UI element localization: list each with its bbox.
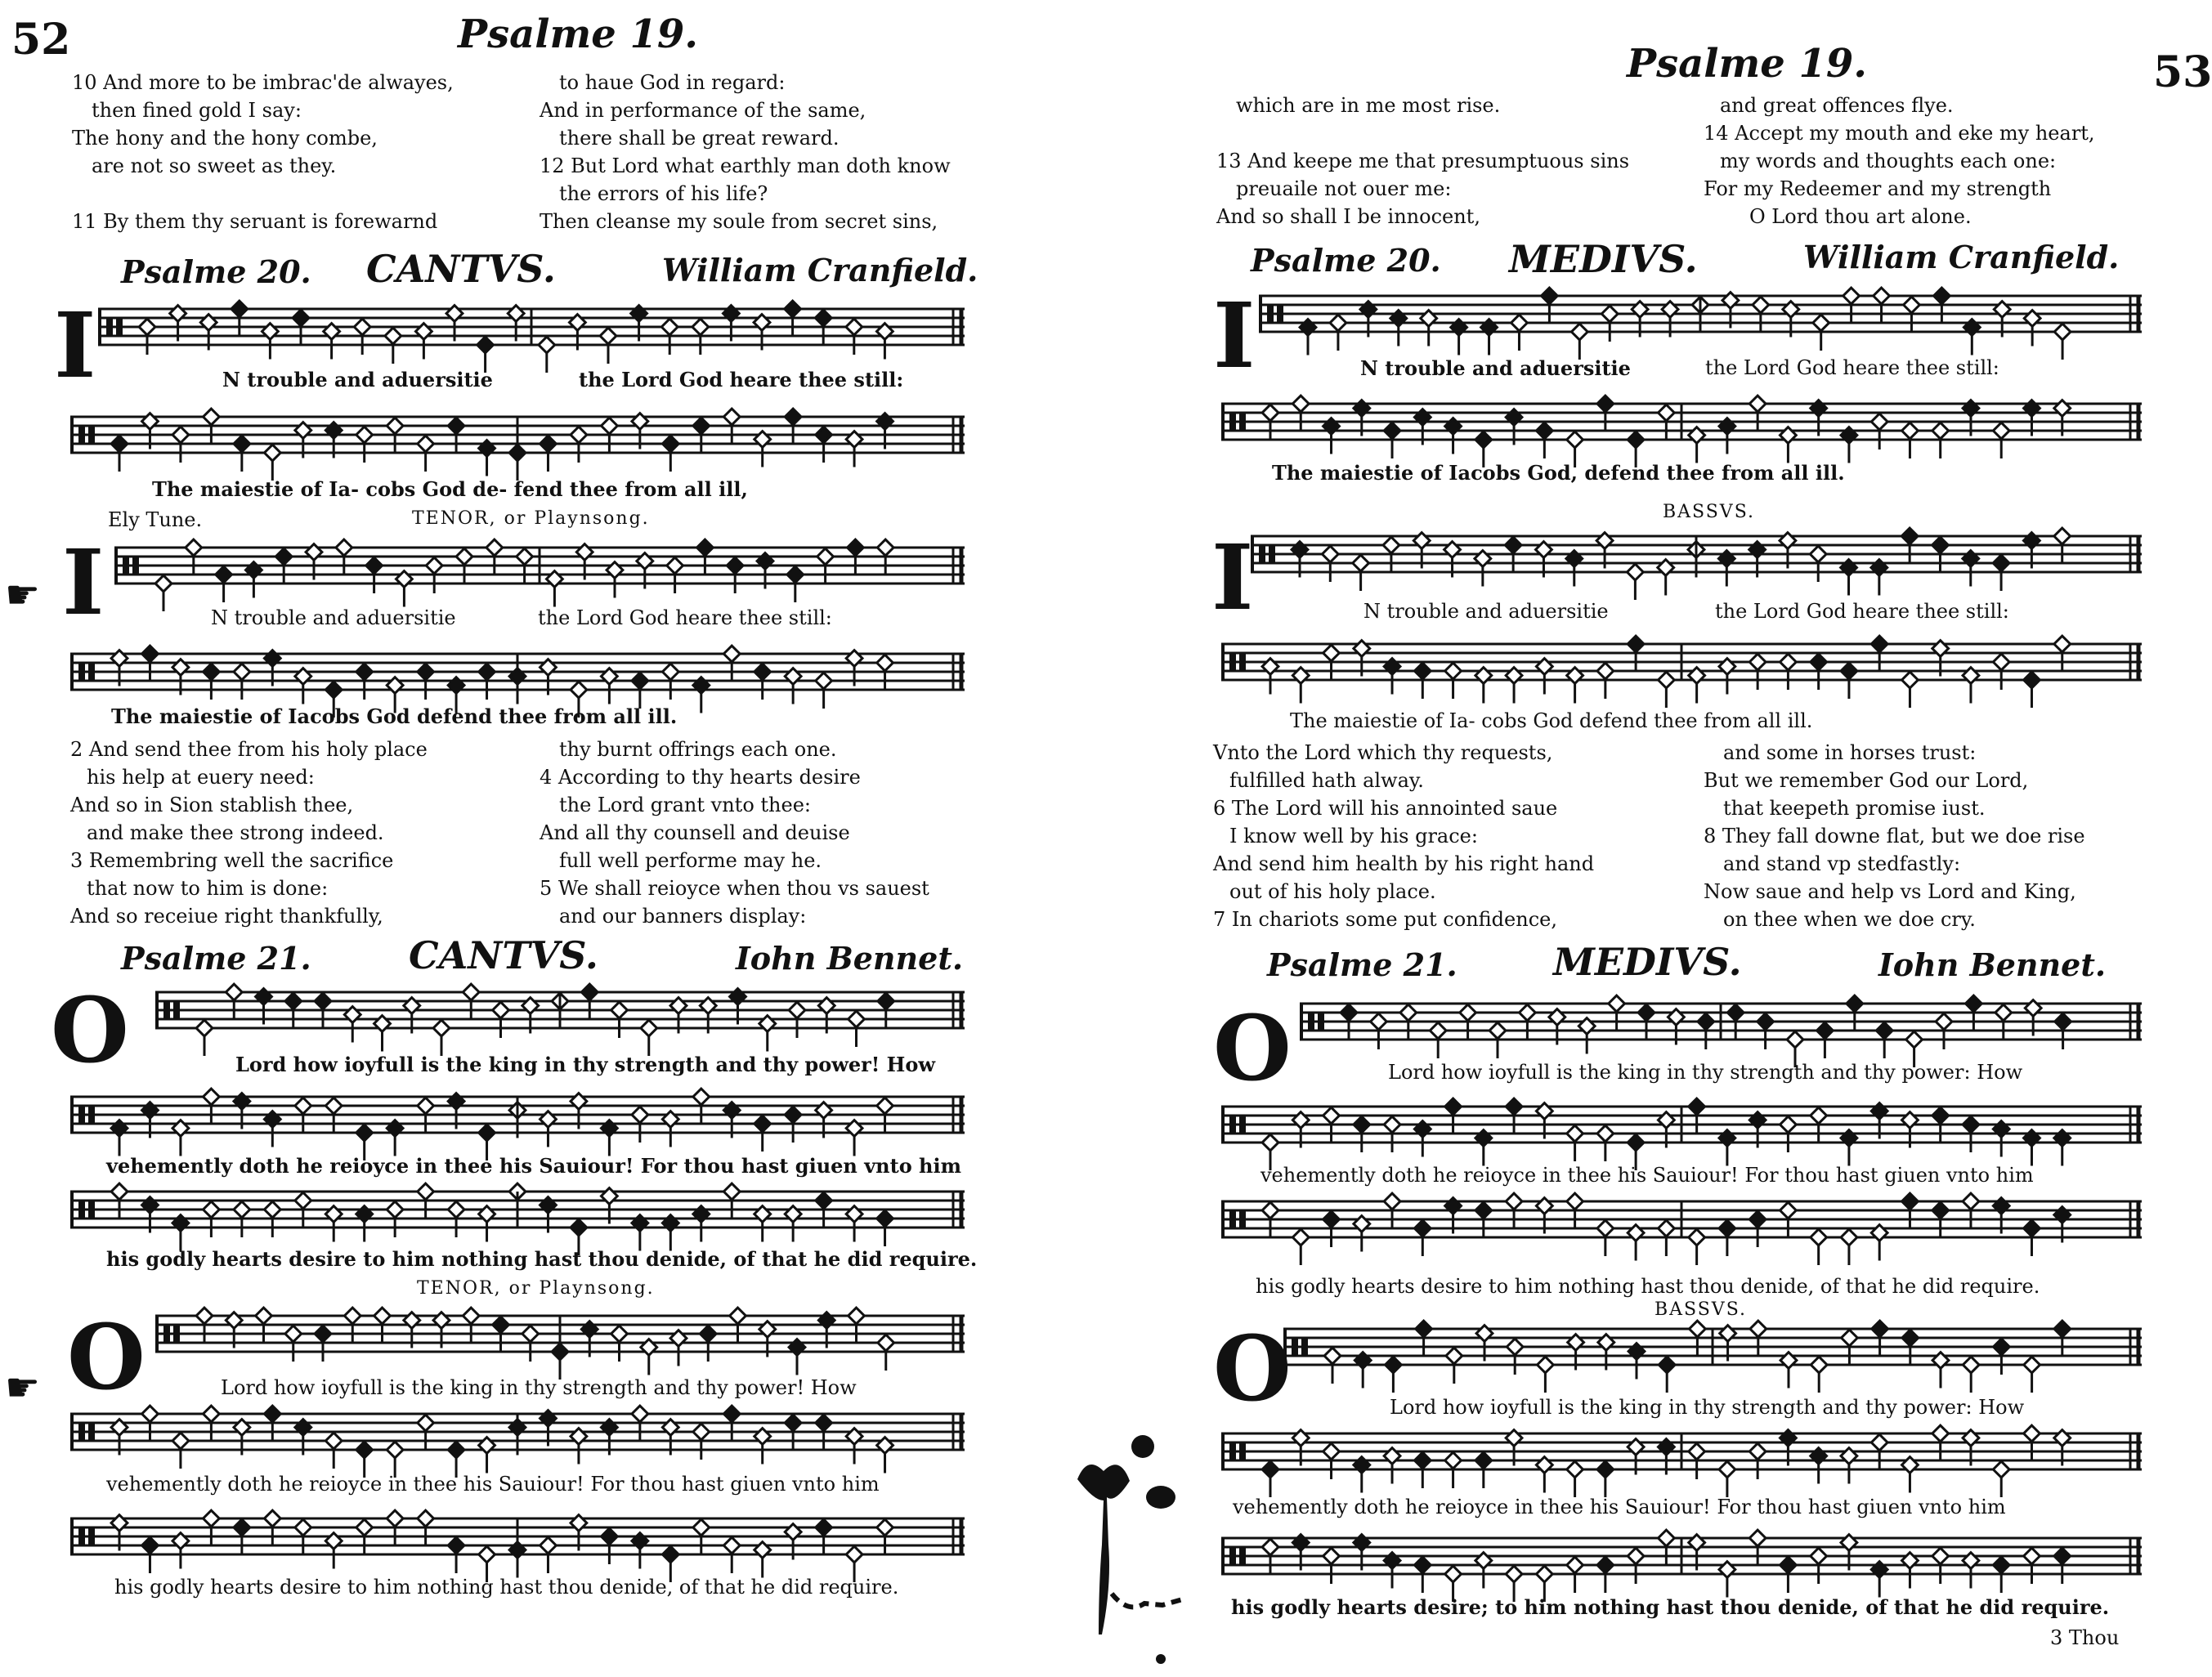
verse-line: that now to him is done: [87, 877, 329, 900]
music-staff [70, 1183, 965, 1249]
verse-line: And send him health by his right hand [1213, 852, 1595, 875]
initial-letter: O [51, 977, 129, 1083]
lyric-line: vehemently doth he reioyce in thee his Sauiour! For thou hast giuen vnto him [106, 1473, 880, 1496]
lyric-line: his godly hearts desire to him nothing hast thou denide, of that he did require. [106, 1247, 978, 1271]
music-staff [70, 1089, 965, 1154]
verse-line: 13 And keepe me that presumptuous sins [1216, 150, 1630, 172]
verse-line: But we remember God our Lord, [1704, 769, 2029, 792]
verse-line: O Lord thou art alone. [1749, 205, 1972, 228]
verse-line: Now saue and help vs Lord and King, [1704, 880, 2076, 903]
initial-letter: O [67, 1304, 146, 1410]
verses2-col2-left [540, 736, 929, 930]
lyric-line: the Lord God heare thee still: [1715, 600, 2009, 623]
lyric-line: The maiestie of Iacobs God, defend thee from all ill. [1272, 461, 1845, 485]
verse-line: the errors of his life? [559, 182, 768, 205]
verse-line: the Lord grant vnto thee: [559, 794, 811, 816]
music-staff [1221, 636, 2142, 701]
music-staff [155, 1308, 965, 1373]
verse-line: then fined gold I say: [92, 99, 302, 122]
verse-line: and make thee strong indeed. [87, 821, 384, 844]
verse-line: 11 By them thy seruant is forewarnd [72, 210, 438, 233]
bassus-label: BASSVS. [1663, 502, 1755, 522]
lyric-line: N trouble and aduersitie [1360, 356, 1631, 380]
verse-line: Then cleanse my soule from secret sins, [540, 210, 938, 233]
verse-line: on thee when we doe cry. [1723, 908, 1976, 931]
pointing-hand-icon: ☛ [5, 1365, 41, 1411]
lyric-line: vehemently doth he reioyce in thee his Sauiour! For thou hast giuen vnto him [1260, 1164, 2034, 1187]
verse-line: 14 Accept my mouth and eke my heart, [1704, 122, 2095, 145]
music-staff [70, 409, 965, 474]
psalm21-voice-left: CANTVS. [409, 933, 598, 977]
verse-line: my words and thoughts each one: [1720, 150, 2057, 172]
verses-col2-left [540, 69, 951, 235]
verse-line: that keepeth promise iust. [1723, 797, 1986, 820]
verse-line: And so in Sion stablish thee, [70, 794, 354, 816]
verse-line: full well performe may he. [559, 849, 822, 872]
psalm20-title-right: Psalme 20. [1251, 242, 1441, 279]
tenor-label: TENOR, or Playnsong. [417, 1278, 655, 1299]
music-staff [114, 539, 965, 605]
music-staff [1221, 1425, 2142, 1491]
initial-letter: I [62, 530, 105, 635]
ink-blot [1063, 1422, 1226, 1667]
initial-letter: I [54, 293, 96, 398]
verse-line: 3 Remembring well the sacrifice [70, 849, 394, 872]
tenor-label: TENOR, or Playnsong. [412, 508, 650, 529]
verses2-col2-right [1704, 739, 2085, 933]
lyric-line: N trouble and aduersitie [1363, 600, 1609, 623]
verses-col2-right [1704, 92, 2095, 230]
lyric-line: N trouble and aduersitie [222, 368, 493, 391]
verse-line: 7 In chariots some put confidence, [1213, 908, 1557, 931]
verse-line: and our banners display: [559, 905, 807, 928]
verse-line: out of his holy place. [1229, 880, 1436, 903]
verse-line: and great offences flye. [1720, 94, 1954, 117]
lyric-line: vehemently doth he reioyce in thee his Sauiour! For thou hast giuen vnto him [1233, 1496, 2006, 1518]
verse-line: And so receiue right thankfully, [70, 905, 383, 928]
psalm20-composer-right: William Cranfield. [1803, 239, 2120, 275]
verse-line: And all thy counsell and deuise [540, 821, 850, 844]
verse-line: For my Redeemer and my strength [1704, 177, 2052, 200]
verse-line: 6 The Lord will his annointed saue [1213, 797, 1558, 820]
tune-name: Ely Tune. [108, 508, 203, 531]
verse-line: 10 And more to be imbrac'de alwayes, [72, 71, 454, 94]
music-staff [1221, 1193, 2142, 1259]
catchword: 3 Thou [2050, 1626, 2120, 1649]
music-staff [70, 1510, 965, 1576]
lyric-line: his godly hearts desire to him nothing hast thou denide, of that he did require. [1256, 1275, 2040, 1298]
verse-line [72, 180, 454, 208]
verse-line: 4 According to thy hearts desire [540, 766, 861, 789]
verse-line: his help at euery need: [87, 766, 315, 789]
verses-col1-left [72, 69, 454, 235]
initial-letter: I [1211, 525, 1254, 630]
psalm21-composer-left: Iohn Bennet. [736, 940, 964, 977]
lyric-line: N trouble and aduersitie [211, 606, 456, 629]
music-staff [1300, 995, 2142, 1061]
music-staff [155, 984, 965, 1049]
page-number-right: 53 [2153, 47, 2212, 97]
verse-line: 5 We shall reioyce when thou vs sauest [540, 877, 929, 900]
psalm21-voice-right: MEDIVS. [1553, 940, 1742, 984]
psalm20-title-left: Psalme 20. [121, 253, 311, 290]
verse-line: And so shall I be innocent, [1216, 205, 1480, 228]
initial-letter: I [1213, 283, 1256, 388]
initial-letter: O [1213, 995, 1292, 1101]
lyric-line: Lord how ioyfull is the king in thy strength and thy power: How [1388, 1061, 2023, 1084]
verse-line: 8 They fall downe flat, but we doe rise [1704, 825, 2085, 847]
verse-line: thy burnt offrings each one. [559, 738, 837, 761]
lyric-line: the Lord God heare thee still: [1705, 356, 1999, 379]
lyric-line: Lord how ioyfull is the king in thy strength and thy power! How [235, 1053, 936, 1076]
psalm21-title-right: Psalme 21. [1267, 946, 1458, 983]
verse-line: to haue God in regard: [559, 71, 786, 94]
verse-line: Vnto the Lord which thy requests, [1213, 741, 1553, 764]
verse-line [1216, 119, 1629, 147]
psalm21-composer-right: Iohn Bennet. [1878, 946, 2107, 983]
psalm20-composer-left: William Cranfield. [662, 252, 978, 288]
verse-line: 12 But Lord what earthly man doth know [540, 154, 951, 177]
lyric-line: the Lord God heare thee still: [579, 368, 904, 391]
lyric-line: his godly hearts desire; to him nothing hast thou denide, of that he did require. [1231, 1595, 2110, 1619]
verse-line: which are in me most rise. [1236, 94, 1501, 117]
lyric-line: Lord how ioyfull is the king in thy strength and thy power: How [1390, 1396, 2025, 1419]
verse-line: I know well by his grace: [1229, 825, 1478, 847]
verse-line: there shall be great reward. [559, 127, 840, 150]
music-staff [1221, 1530, 2142, 1595]
verse-line: fulfilled hath alway. [1229, 769, 1424, 792]
psalm20-voice-right: MEDIVS. [1509, 237, 1698, 281]
music-staff [1251, 528, 2142, 593]
lyric-line: vehemently doth he reioyce in thee his Sauiour! For thou hast giuen vnto him [106, 1154, 962, 1178]
music-staff [70, 1406, 965, 1471]
verse-line: The hony and the hony combe, [72, 127, 378, 150]
running-head-left: Psalme 19. [458, 11, 698, 57]
music-staff [98, 301, 965, 366]
psalm21-title-left: Psalme 21. [121, 940, 311, 977]
lyric-line: his godly hearts desire to him nothing hast thou denide, of that he did require. [114, 1576, 899, 1599]
lyric-line: Lord how ioyfull is the king in thy strength and thy power! How [221, 1376, 857, 1399]
verse-line: preuaile not ouer me: [1236, 177, 1452, 200]
music-staff [1259, 288, 2142, 353]
lyric-line: The maiestie of Iacobs God defend thee from all ill. [111, 704, 678, 728]
verses2-col1-left [70, 736, 428, 930]
lyric-line: The maiestie of Ia- cobs God de- fend thee from all ill, [152, 477, 748, 501]
page-number-left: 52 [11, 15, 71, 65]
music-staff [70, 646, 965, 711]
verse-line: and some in horses trust: [1723, 741, 1977, 764]
psalm20-voice-left: CANTVS. [366, 247, 556, 291]
bassus-label: BASSVS. [1655, 1299, 1747, 1320]
verse-line: And in performance of the same, [540, 99, 866, 122]
lyric-line: the Lord God heare thee still: [538, 606, 832, 629]
initial-letter: O [1213, 1316, 1292, 1421]
music-staff [1283, 1321, 2142, 1386]
music-staff [1221, 1098, 2142, 1164]
pointing-hand-icon: ☛ [5, 572, 41, 618]
verse-line: and stand vp stedfastly: [1723, 852, 1961, 875]
verse-line: 2 And send thee from his holy place [70, 738, 428, 761]
music-staff [1221, 396, 2142, 461]
lyric-line: The maiestie of Ia- cobs God defend thee from all ill. [1290, 709, 1813, 732]
verse-line: are not so sweet as they. [92, 154, 337, 177]
verses-col1-right [1216, 92, 1629, 230]
verses2-col1-right [1213, 739, 1594, 933]
running-head-right: Psalme 19. [1627, 41, 1867, 87]
